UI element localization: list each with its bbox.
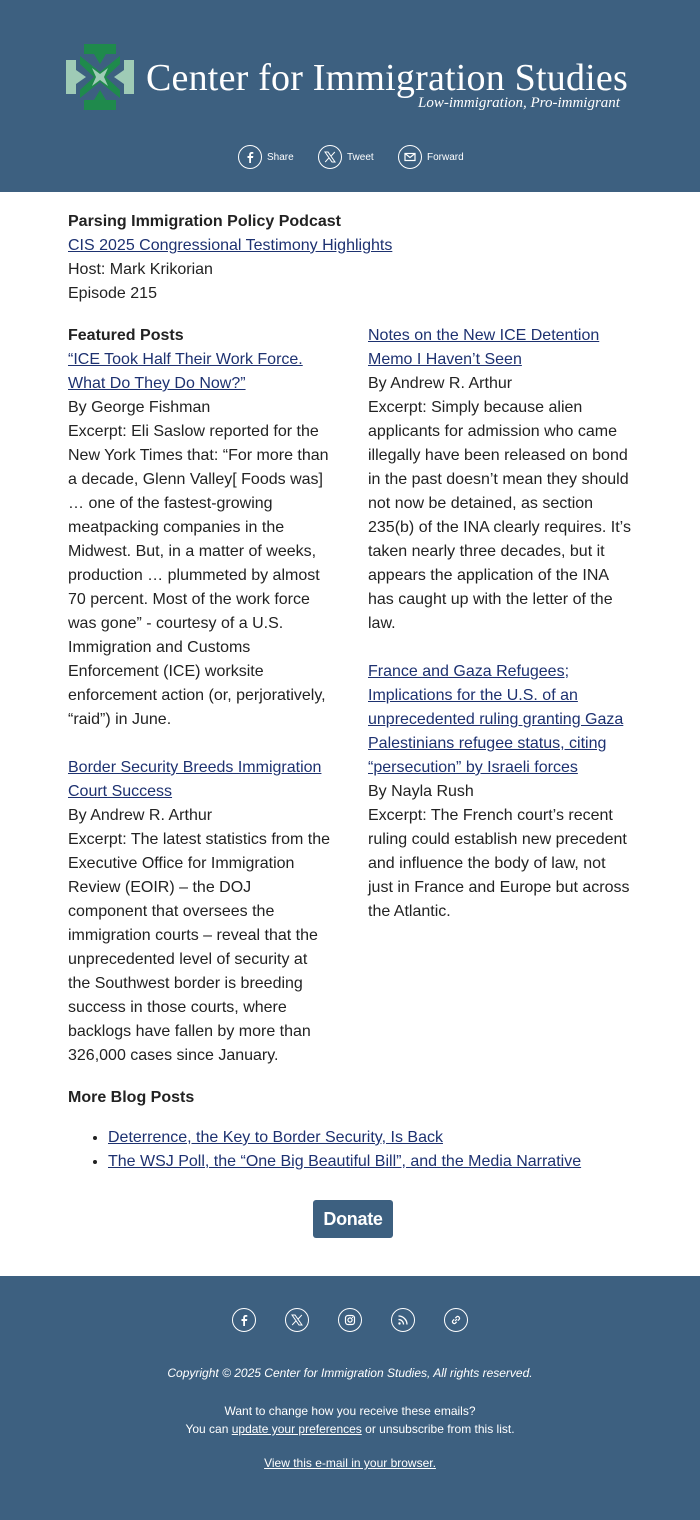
facebook-icon [238,145,262,169]
facebook-icon[interactable] [232,1308,256,1332]
preferences-prefix: You can [185,1422,229,1436]
podcast-heading: Parsing Immigration Policy Podcast [68,213,341,230]
post-excerpt: Excerpt: Eli Saslow reported for the New York Times that: “For more than a decade, Glenn Valley[ Foods was] … one of the fastest-growing meatpacking companies in the Midwest. But, in a matter of weeks, production … plummeted by almost 70 percent. Most of the work force was gone” - courtesy of a U.S. Immigration and Customs Enforcement (ICE) worksite enforcement action (or, perjoratively, “raid”) in June. [68,423,329,728]
email-header [0,0,700,192]
blog-post-link[interactable]: Deterrence, the Key to Border Security, Is Back [108,1129,443,1146]
post-title-link[interactable]: “ICE Took Half Their Work Force. What Do They Do Now?” [68,351,303,392]
share-forward-button[interactable] [398,144,464,170]
podcast-episode-link[interactable]: CIS 2025 Congressional Testimony Highlights [68,237,393,254]
share-label: Share [267,151,294,163]
mail-icon [398,145,422,169]
view-in-browser-link[interactable]: View this e-mail in your browser. [264,1456,436,1470]
more-blog-posts-section [68,1086,638,1174]
unsubscribe-text: or unsubscribe from this list. [365,1422,515,1436]
email-footer [0,1276,700,1520]
blog-post-link[interactable]: The WSJ Poll, the “One Big Beautiful Bill”, and the Media Narrative [108,1153,582,1170]
donate-container [68,1200,638,1238]
forward-label: Forward [427,151,464,163]
list-item [108,1126,638,1150]
copyright-text: Copyright © 2025 Center for Immigration Studies, All rights reserved. [167,1366,533,1380]
podcast-section [68,210,638,306]
x-icon[interactable] [285,1308,309,1332]
donate-button[interactable]: Donate [313,1200,392,1238]
instagram-icon[interactable] [338,1308,362,1332]
post-title-link[interactable]: France and Gaza Refugees; Implications for the U.S. of an unprecedented ruling granting Gaza Palestinians refugee status, citing “persecution” by Israeli forces [368,663,624,776]
featured-post [68,756,333,1068]
post-excerpt: Excerpt: The French court’s recent ruling could establish new precedent and influence the body of law, not just in France and Europe but across the Atlantic. [368,807,630,920]
post-excerpt: Excerpt: Simply because alien applicants for admission who came illegally have been released on bond in the past doesn’t mean they should not now be detained, as section 235(b) of the INA clearly requires. It’s taken nearly three decades, but it appears the application of the INA has caught up with the letter of the law. [368,399,631,632]
post-author: By Nayla Rush [368,783,474,800]
rss-icon[interactable] [391,1308,415,1332]
preferences-text [0,1402,700,1438]
podcast-episode-number: Episode 215 [68,285,157,302]
tweet-label: Tweet [347,151,374,163]
featured-post [368,324,633,636]
featured-column-left [68,324,333,1092]
list-item [108,1150,638,1174]
post-author: By Andrew R. Arthur [68,807,213,824]
update-preferences-link[interactable]: update your preferences [231,1422,362,1436]
featured-post [368,660,633,924]
share-bar [0,144,700,170]
preferences-question: Want to change how you receive these emails? [224,1404,476,1418]
post-excerpt: Excerpt: The latest statistics from the Executive Office for Immigration Review (EOIR) – the DOJ component that oversees the immigration courts – reveal that the unprecedented level of security at the Southwest border is breeding success in those courts, where backlogs have fallen by more than 326,000 cases since January. [68,831,331,1064]
view-in-browser [0,1456,700,1470]
share-tweet-button[interactable] [318,144,374,170]
social-links [0,1308,700,1332]
x-icon [318,145,342,169]
featured-heading: Featured Posts [68,327,184,344]
featured-post [68,348,333,732]
more-blog-posts-heading: More Blog Posts [68,1089,195,1106]
post-title-link[interactable]: Notes on the New ICE Detention Memo I Haven’t Seen [368,327,600,368]
blog-post-list [68,1126,638,1174]
post-author: By George Fishman [68,399,211,416]
post-author: By Andrew R. Arthur [368,375,513,392]
brand-name: Center for Immigration Studies [146,57,628,99]
brand-tagline: Low-immigration, Pro-immigrant [418,95,620,111]
share-facebook-button[interactable] [238,144,294,170]
link-icon[interactable] [444,1308,468,1332]
cis-logo-icon [66,44,134,110]
post-title-link[interactable]: Border Security Breeds Immigration Court Success [68,759,322,800]
featured-column-right [368,324,633,948]
podcast-host: Host: Mark Krikorian [68,261,213,278]
